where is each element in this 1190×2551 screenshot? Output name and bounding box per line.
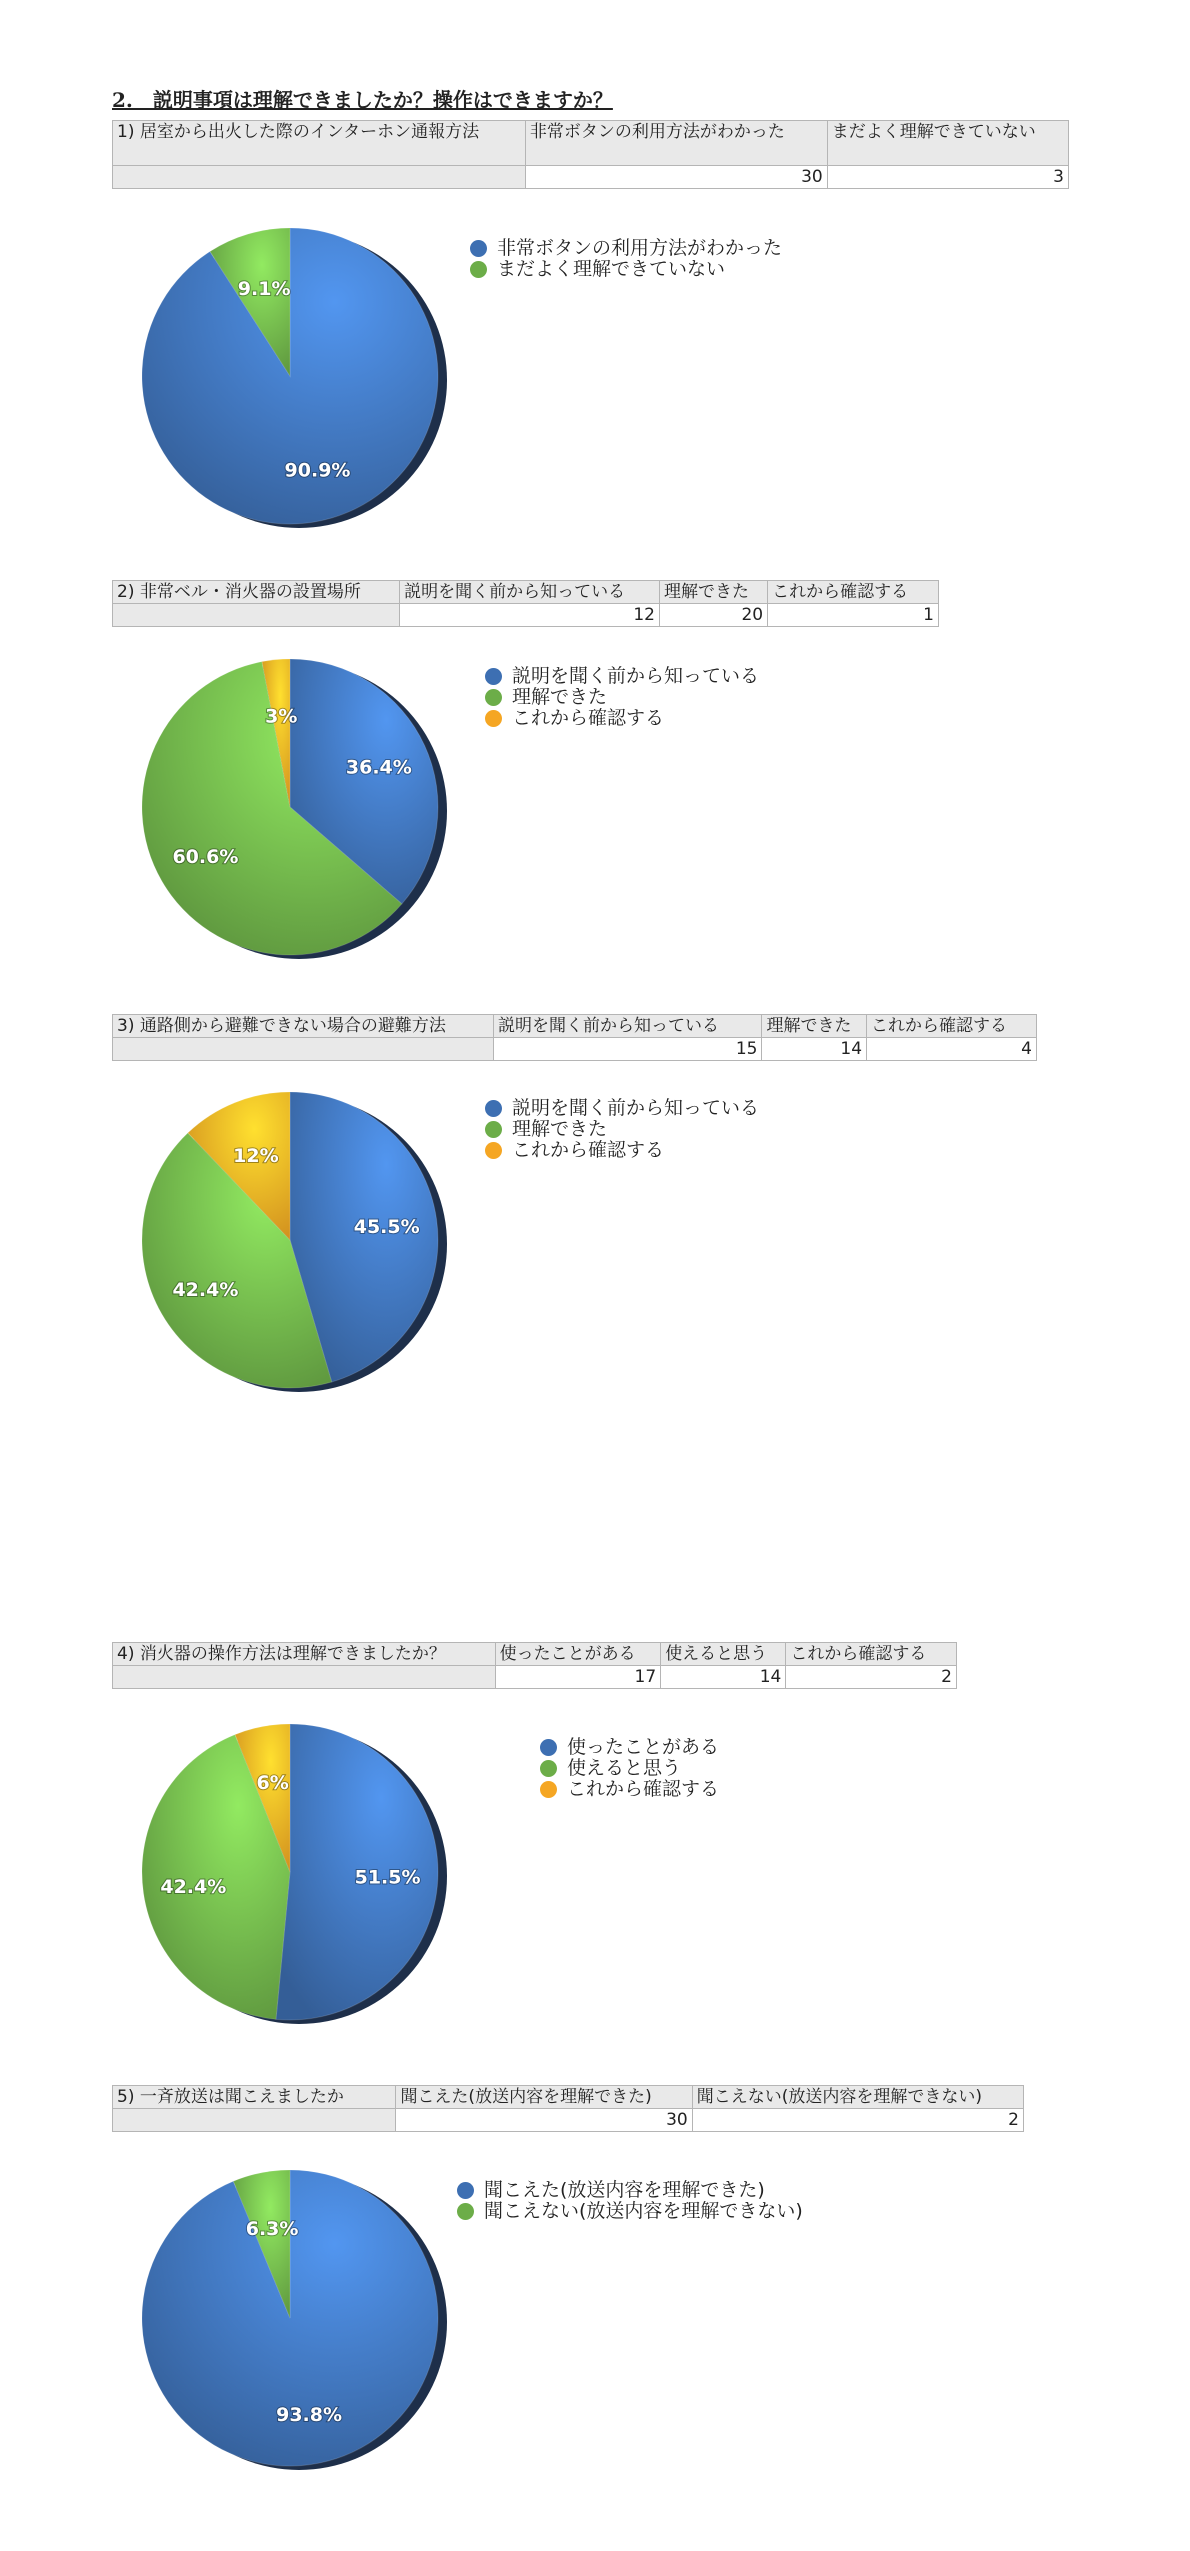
legend-item: [470, 259, 782, 280]
slice-percent-label: 6.3%: [245, 2218, 299, 2241]
slice-percent-label: 6%: [256, 1771, 289, 1794]
count-cell: 17: [495, 1666, 661, 1689]
column-header: 使えると思う: [661, 1643, 786, 1666]
answer-table: [112, 120, 1069, 189]
legend-item: [485, 1119, 759, 1140]
legend-label: 非常ボタンの利用方法がわかった: [497, 237, 783, 259]
answer-table: [112, 1014, 1037, 1061]
legend-swatch: [485, 710, 502, 727]
legend-item: [485, 687, 759, 708]
legend-swatch: [470, 240, 487, 257]
legend-item: [485, 666, 759, 687]
question-cell-blank: [113, 1666, 496, 1689]
slice-percent-label: 93.8%: [276, 2403, 343, 2426]
legend-item: [485, 1098, 759, 1119]
question-cell: 2) 非常ベル・消火器の設置場所: [113, 581, 400, 604]
legend-label: 使えると思う: [567, 1757, 682, 1779]
pie-chart: [140, 657, 460, 967]
question-cell: 1) 居室から出火した際のインターホン通報方法: [113, 121, 526, 166]
answer-table: [112, 1642, 957, 1689]
legend-label: 説明を聞く前から知っている: [512, 1097, 760, 1119]
count-cell: 4: [867, 1038, 1037, 1061]
column-header: 理解できた: [659, 581, 767, 604]
pie-chart: [140, 1090, 460, 1400]
question-cell: 3) 通路側から避難できない場合の避難方法: [113, 1015, 494, 1038]
legend: [540, 1737, 719, 1800]
slice-percent-label: 12%: [233, 1144, 279, 1167]
legend-label: 聞こえない(放送内容を理解できない): [484, 2200, 803, 2222]
question-cell-blank: [113, 604, 400, 627]
column-header: これから確認する: [867, 1015, 1037, 1038]
legend: [470, 238, 782, 280]
slice-percent-label: 51.5%: [354, 1866, 421, 1889]
count-cell: 2: [786, 1666, 957, 1689]
count-cell: 3: [827, 166, 1068, 189]
legend-swatch: [485, 1142, 502, 1159]
legend-label: 理解できた: [512, 1118, 608, 1140]
question-cell: 4) 消火器の操作方法は理解できましたか？: [113, 1643, 496, 1666]
answer-table: [112, 580, 939, 627]
legend-label: まだよく理解できていない: [497, 258, 726, 280]
count-cell: 1: [768, 604, 939, 627]
legend-swatch: [485, 668, 502, 685]
slice-percent-label: 42.4%: [172, 1278, 239, 1301]
legend-swatch: [485, 689, 502, 706]
legend-label: これから確認する: [567, 1778, 720, 1800]
count-cell: 2: [692, 2109, 1023, 2132]
legend-item: [470, 238, 782, 259]
legend-item: [485, 708, 759, 729]
legend-label: 説明を聞く前から知っている: [512, 665, 760, 687]
legend-item: [540, 1758, 719, 1779]
column-header: まだよく理解できていない: [827, 121, 1068, 166]
pie-chart: [140, 226, 460, 536]
column-header: 非常ボタンの利用方法がわかった: [525, 121, 827, 166]
legend-label: 理解できた: [512, 686, 608, 708]
column-header: 説明を聞く前から知っている: [400, 581, 660, 604]
question-cell-blank: [113, 166, 526, 189]
column-header: これから確認する: [768, 581, 939, 604]
legend-swatch: [540, 1739, 557, 1756]
column-header: 聞こえない(放送内容を理解できない): [692, 2086, 1023, 2109]
legend: [485, 666, 759, 729]
legend: [485, 1098, 759, 1161]
count-cell: 12: [400, 604, 660, 627]
slice-percent-label: 3%: [265, 705, 298, 728]
legend: [457, 2180, 803, 2222]
question-cell: 5) 一斉放送は聞こえましたか: [113, 2086, 396, 2109]
column-header: 理解できた: [762, 1015, 867, 1038]
page-title: 2. 説明事項は理解できましたか？操作はできますか？: [112, 88, 613, 112]
legend-swatch: [470, 261, 487, 278]
legend-label: これから確認する: [512, 707, 665, 729]
pie-chart: [140, 2168, 460, 2478]
legend-swatch: [485, 1121, 502, 1138]
count-cell: 14: [661, 1666, 786, 1689]
slice-percent-label: 36.4%: [345, 756, 412, 779]
slice-percent-label: 60.6%: [172, 845, 239, 868]
legend-swatch: [540, 1781, 557, 1798]
legend-swatch: [457, 2203, 474, 2220]
legend-item: [457, 2201, 803, 2222]
legend-item: [540, 1737, 719, 1758]
slice-percent-label: 90.9%: [284, 459, 351, 482]
legend-item: [540, 1779, 719, 1800]
column-header: 聞こえた(放送内容を理解できた): [396, 2086, 692, 2109]
count-cell: 15: [494, 1038, 762, 1061]
slice-percent-label: 45.5%: [353, 1216, 420, 1239]
question-cell-blank: [113, 2109, 396, 2132]
legend-item: [457, 2180, 803, 2201]
legend-swatch: [485, 1100, 502, 1117]
legend-swatch: [457, 2182, 474, 2199]
answer-table: [112, 2085, 1024, 2132]
count-cell: 30: [525, 166, 827, 189]
count-cell: 30: [396, 2109, 692, 2132]
legend-label: 聞こえた(放送内容を理解できた): [484, 2179, 765, 2201]
slice-percent-label: 42.4%: [160, 1875, 227, 1898]
legend-label: 使ったことがある: [567, 1736, 720, 1758]
column-header: 説明を聞く前から知っている: [494, 1015, 762, 1038]
count-cell: 14: [762, 1038, 867, 1061]
legend-label: これから確認する: [512, 1139, 665, 1161]
question-cell-blank: [113, 1038, 494, 1061]
legend-swatch: [540, 1760, 557, 1777]
count-cell: 20: [659, 604, 767, 627]
legend-item: [485, 1140, 759, 1161]
pie-chart: [140, 1722, 460, 2032]
slice-percent-label: 9.1%: [237, 277, 291, 300]
column-header: これから確認する: [786, 1643, 957, 1666]
column-header: 使ったことがある: [495, 1643, 661, 1666]
